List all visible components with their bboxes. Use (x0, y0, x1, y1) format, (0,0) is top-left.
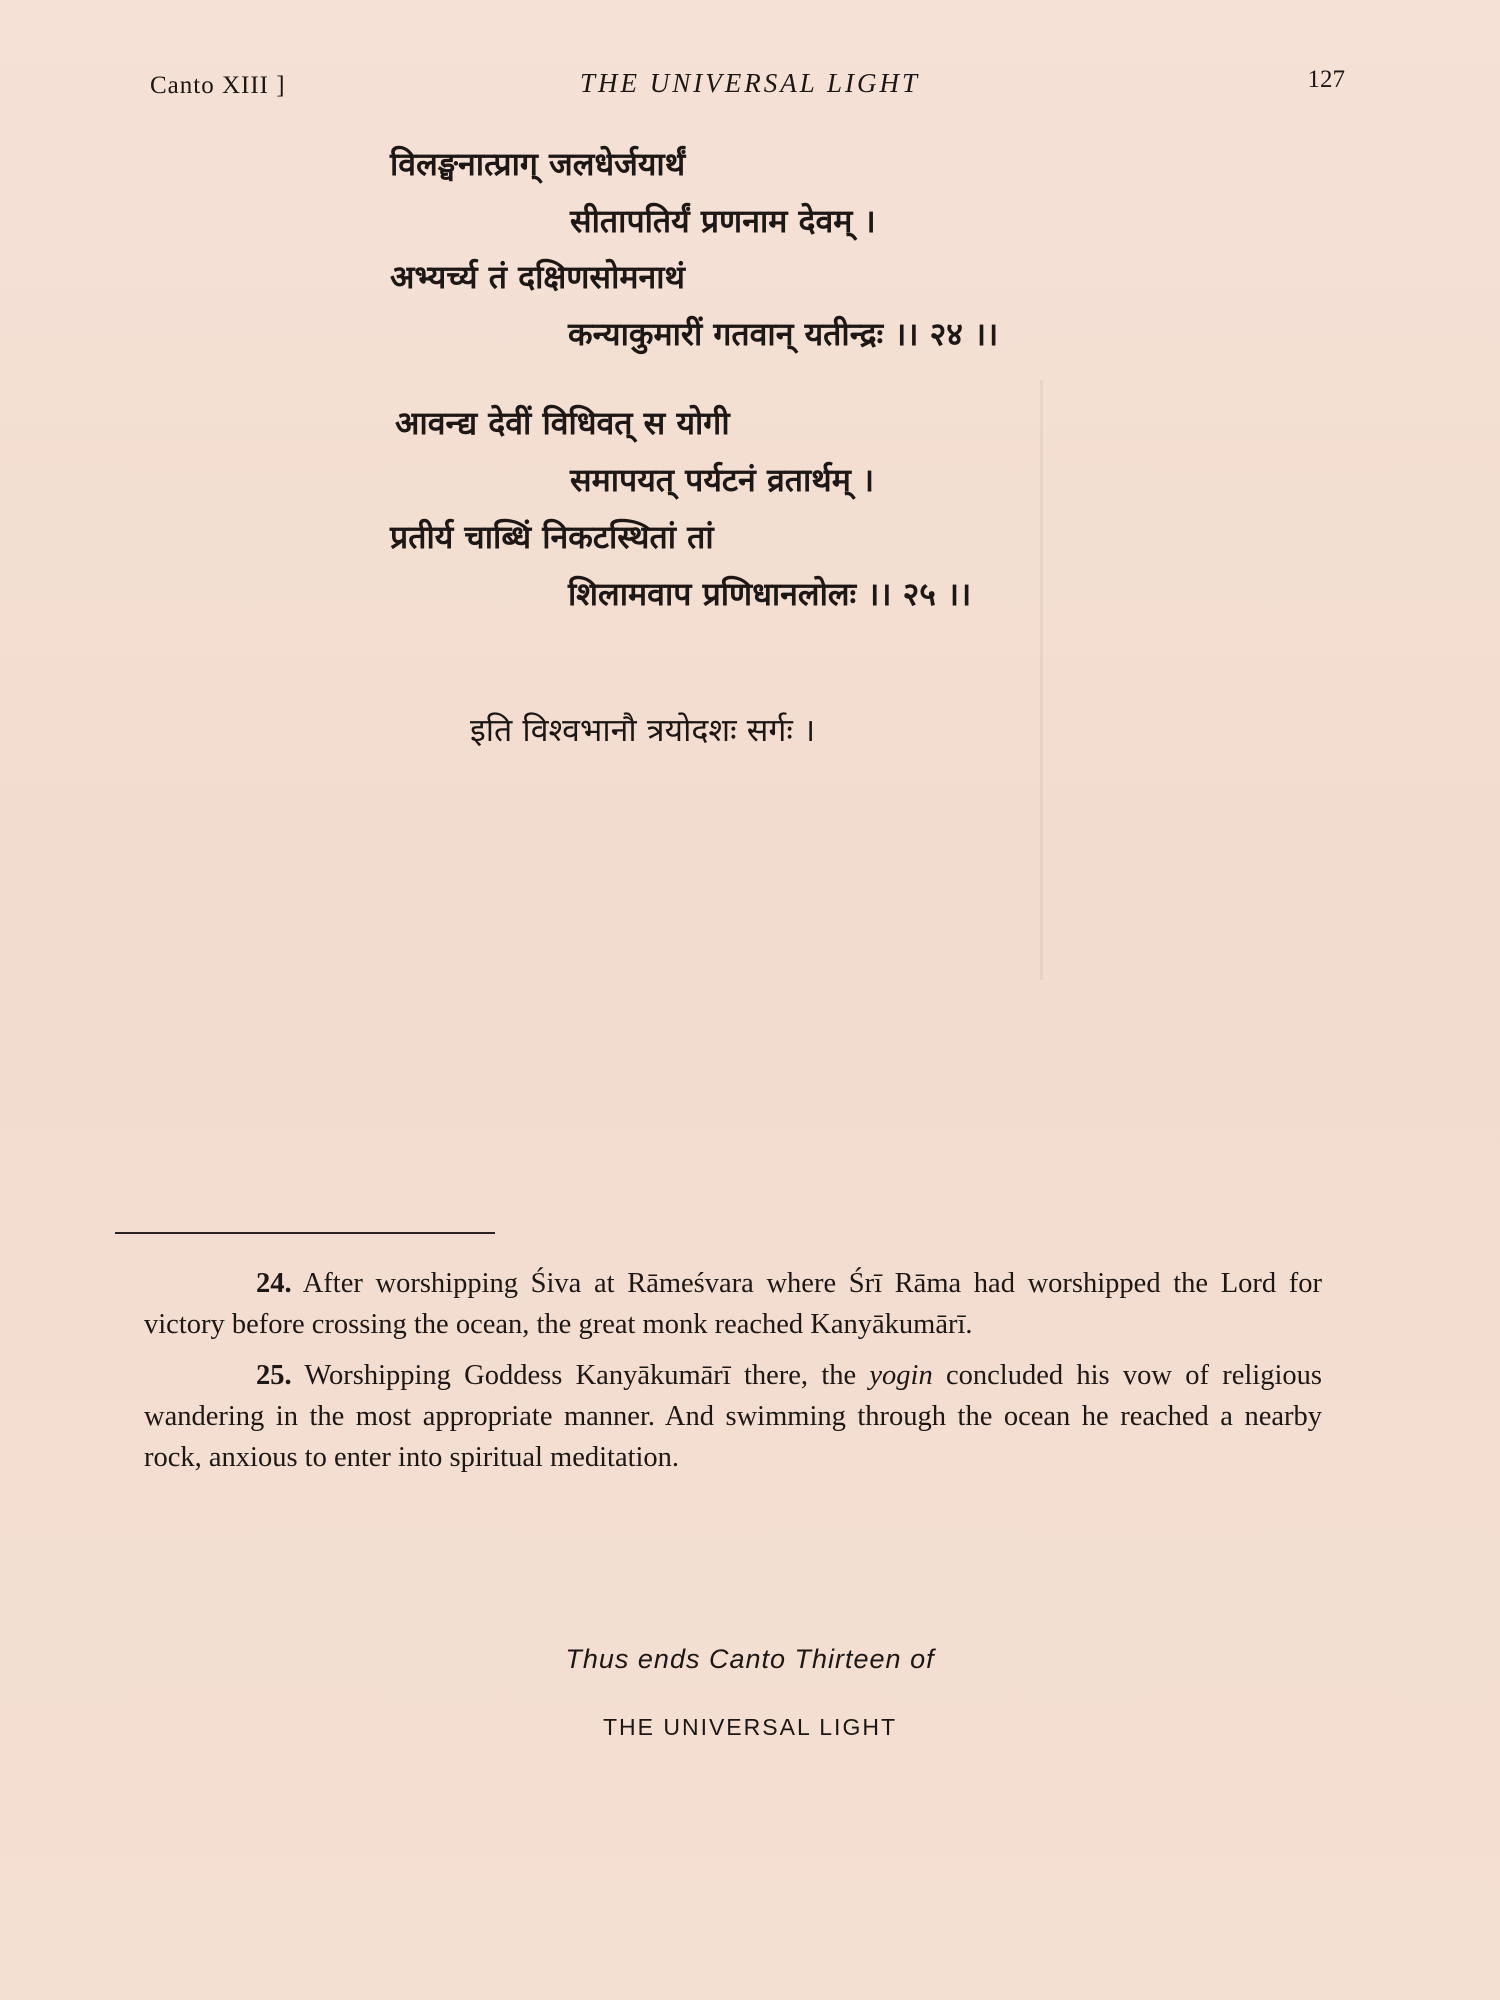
show-through-shadow (1040, 380, 1103, 980)
verse-25-line-3: प्रतीर्य चाब्धिं निकटस्थितां तां (390, 518, 714, 556)
verse-24-line-4: कन्याकुमारीं गतवान् यतीन्द्रः ।। २४ ।। (568, 315, 999, 353)
running-head (0, 64, 1500, 104)
footnote-text: After worshipping Śiva at Rāmeśvara where Śrī Rāma had worshipped the Lord for victory before crossing the ocean, the great monk reached Kanyākumārī. (144, 1268, 1322, 1340)
canto-ending-title: THE UNIVERSAL LIGHT (602, 1714, 898, 1740)
verse-25-line-2: समापयत् पर्यटनं व्रतार्थम् । (570, 461, 875, 499)
verse-24-line-2: सीतापतिर्यं प्रणनाम देवम् । (570, 202, 876, 240)
footnote-number: 24. (256, 1268, 292, 1299)
page-number: 127 (1307, 66, 1345, 93)
verse-24-line-1: विलङ्घनात्प्राग् जलधेर्जयार्थं (390, 145, 686, 183)
sanskrit-colophon: इति विश्वभानौ त्रयोदशः सर्गः । (470, 711, 816, 749)
book-title-header: THE UNIVERSAL LIGHT (579, 68, 921, 98)
footnote-25 (144, 1355, 1322, 1478)
footnote-divider (115, 1232, 495, 1234)
verse-25-line-4: शिलामवाप प्रणिधानलोलः ।। २५ ।। (568, 575, 972, 613)
canto-label: Canto XIII ] (150, 72, 286, 99)
footnote-24 (144, 1263, 1322, 1345)
footnote-text: Worshipping Goddess Kanyākumārī there, the (304, 1360, 870, 1391)
footnotes (144, 1263, 1322, 1488)
footnote-number: 25. (256, 1360, 292, 1391)
footnote-italic-term: yogin (869, 1360, 933, 1391)
canto-ending-line: Thus ends Canto Thirteen of (565, 1644, 935, 1674)
verse-25-line-1: आवन्द्य देवीं विधिवत् स योगी (395, 404, 730, 442)
verse-24-line-3: अभ्यर्च्य तं दक्षिणसोमनाथं (390, 258, 685, 296)
footnote-text: concluded his vow of religious wandering in the most appropriate manner. And swimming through the ocean he reached a nearby rock, anxious to enter into spiritual meditation. (144, 1360, 1322, 1473)
